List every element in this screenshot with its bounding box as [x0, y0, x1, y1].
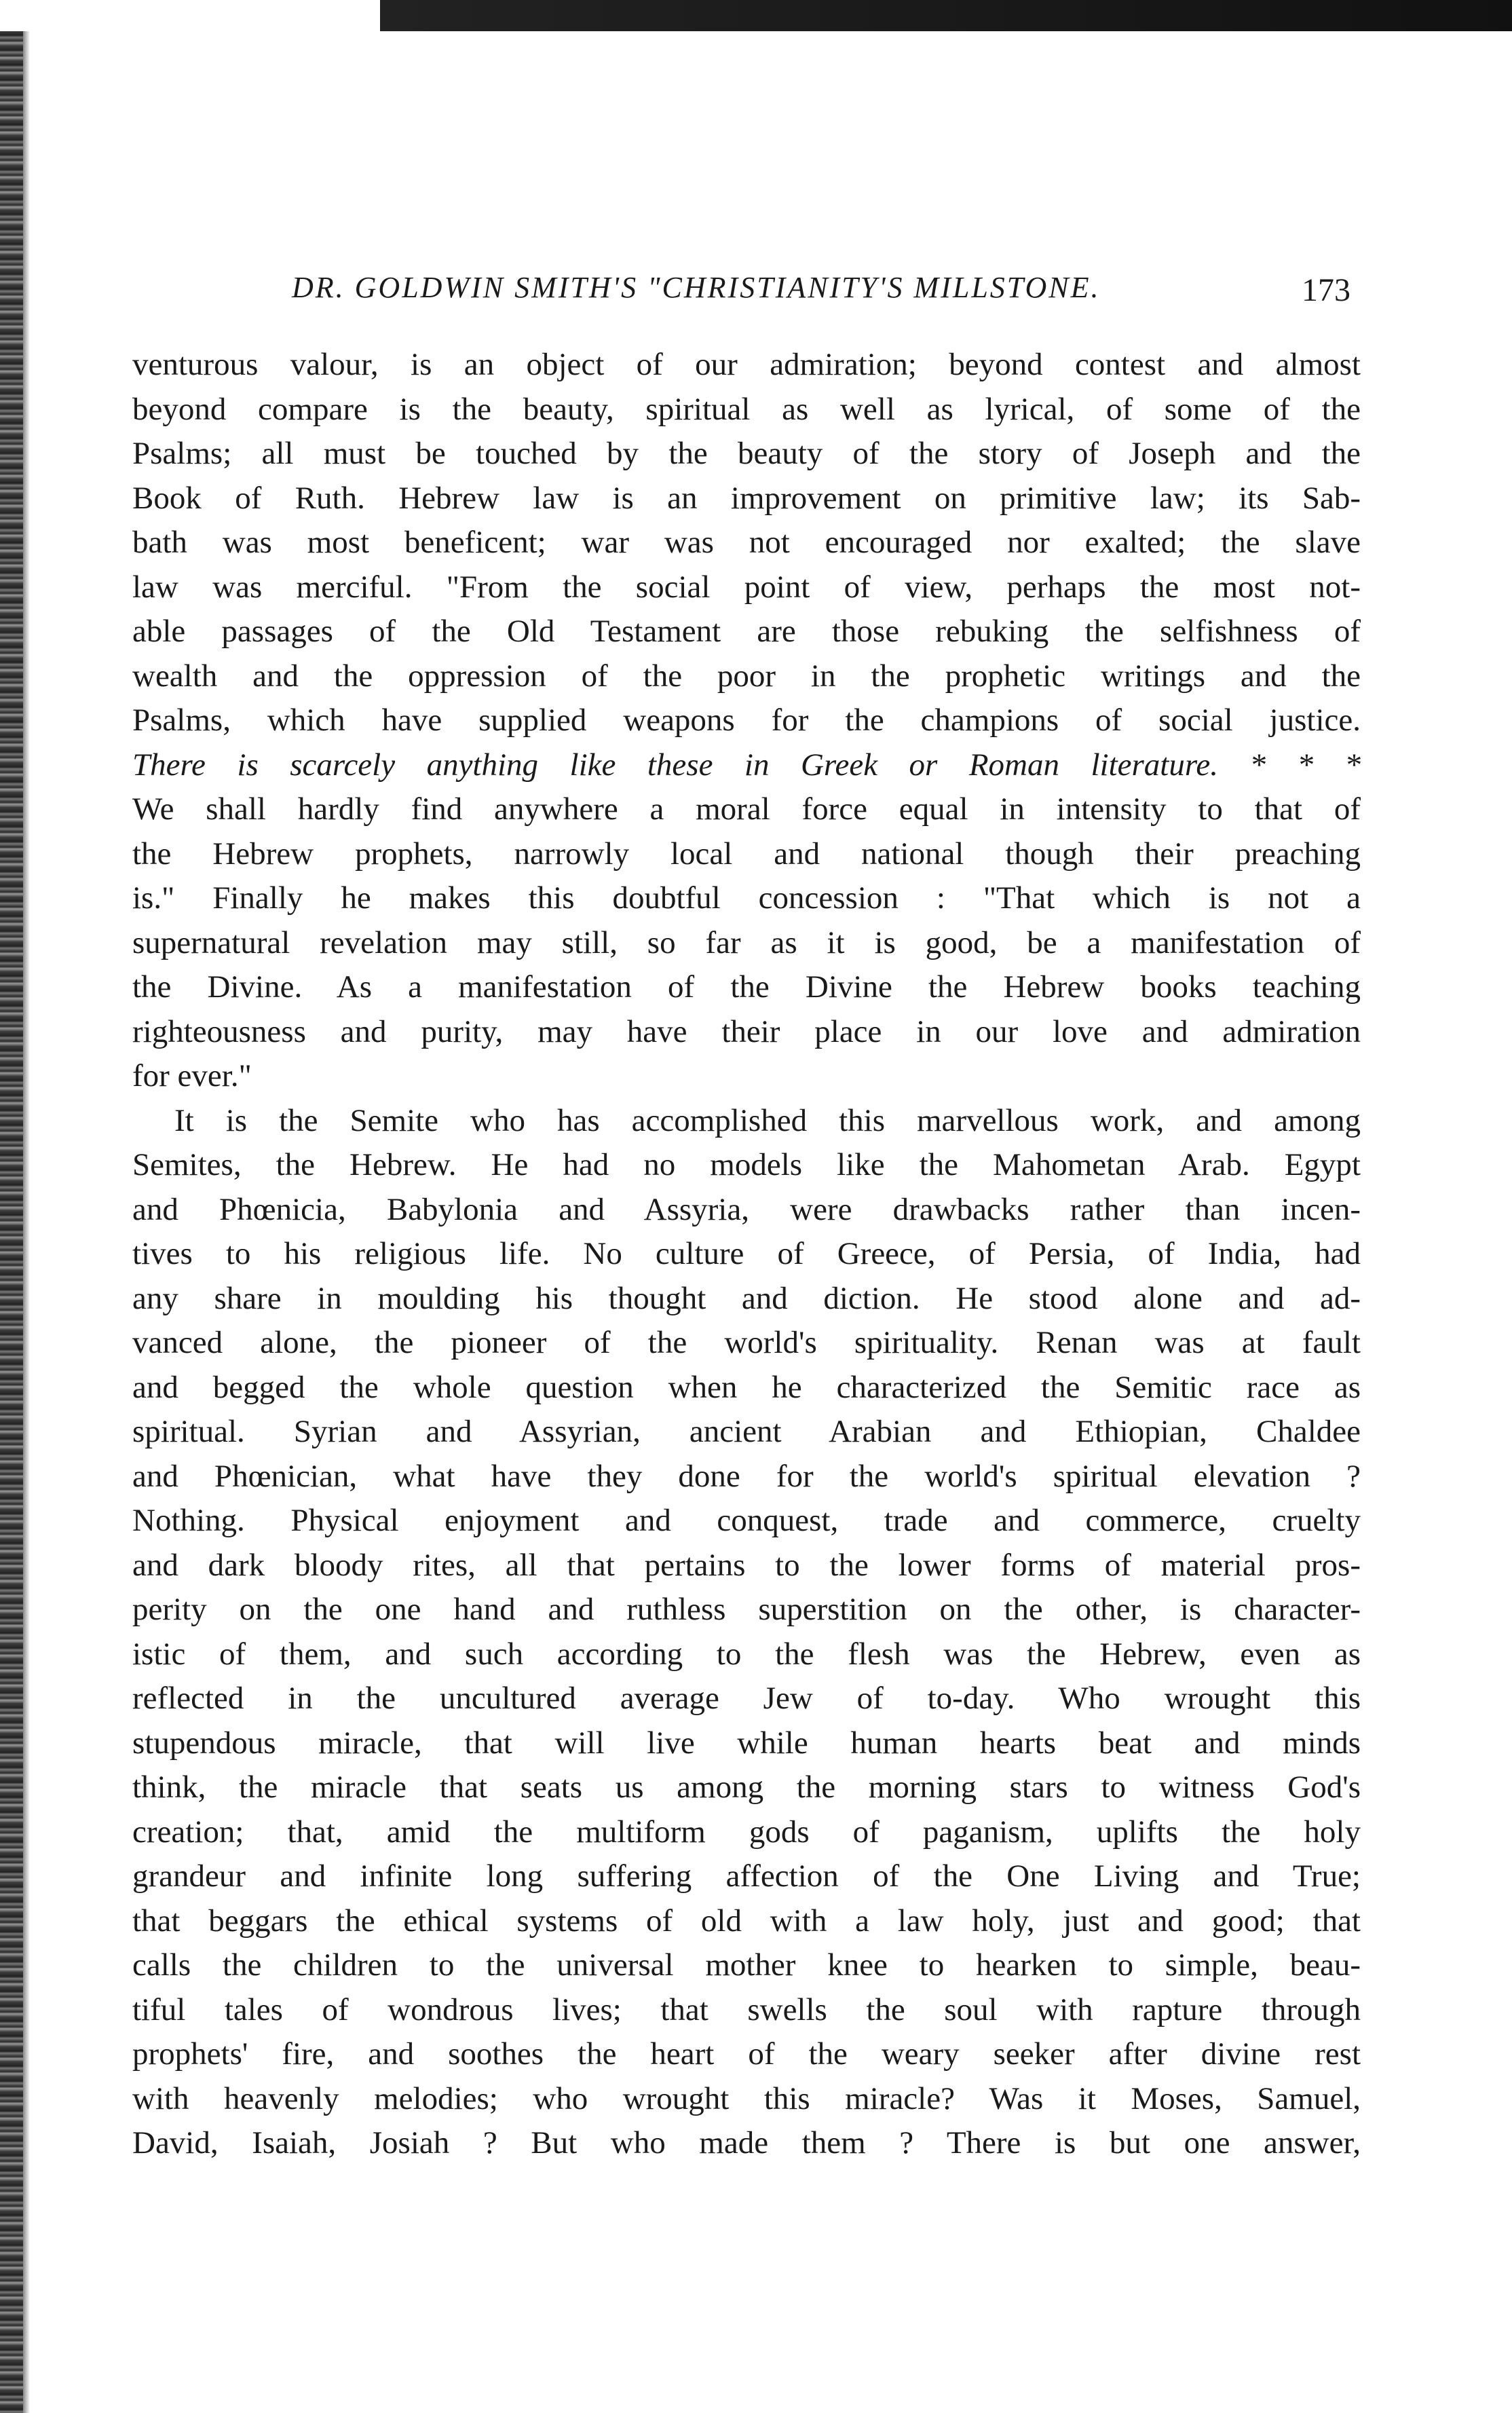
text-line: Book of Ruth. Hebrew law is an improvement on primitive law; its Sab- [132, 480, 1361, 516]
text-line-paragraph-end: for ever." [132, 1058, 252, 1093]
text-line: creation; that, amid the multiform gods of paganism, uplifts the holy [132, 1814, 1361, 1850]
text-line: the Hebrew prophets, narrowly local and national though their preaching [132, 836, 1361, 872]
text-line: perity on the one hand and ruthless superstition on the other, is character- [132, 1592, 1361, 1627]
page-binding-shadow [23, 31, 30, 2413]
text-line: istic of them, and such according to the flesh was the Hebrew, even as [132, 1636, 1361, 1672]
page-header [292, 265, 1350, 326]
running-title: DR. GOLDWIN SMITH'S "CHRISTIANITY'S MILLSTONE. [292, 271, 1101, 304]
text-line: grandeur and infinite long suffering affection of the One Living and True; [132, 1858, 1361, 1894]
text-line: stupendous miracle, that will live while human hearts beat and minds [132, 1725, 1361, 1761]
text-line: spiritual. Syrian and Assyrian, ancient Arabian and Ethiopian, Chaldee [132, 1414, 1361, 1449]
text-line: calls the children to the universal mother knee to hearken to simple, beau- [132, 1947, 1361, 1983]
text-line: David, Isaiah, Josiah ? But who made them ? There is but one answer, [132, 2125, 1361, 2161]
text-line: reflected in the uncultured average Jew of to-day. Who wrought this [132, 1681, 1361, 1716]
text-line: law was merciful. "From the social point of view, perhaps the most not- [132, 569, 1361, 605]
text-line-paragraph-start: It is the Semite who has accomplished this marvellous work, and among [174, 1102, 1361, 1138]
text-line: bath was most beneficent; war was not encouraged nor exalted; the slave [132, 525, 1361, 560]
text-line: with heavenly melodies; who wrought this miracle? Was it Moses, Samuel, [132, 2080, 1361, 2116]
text-line: Psalms; all must be touched by the beauty of the story of Joseph and the [132, 436, 1361, 471]
text-line: tiful tales of wondrous lives; that swells the soul with rapture through [132, 1991, 1361, 2027]
text-line: and begged the whole question when he characterized the Semitic race as [132, 1369, 1361, 1405]
body-text [132, 343, 1361, 2166]
top-scan-border [0, 0, 1512, 31]
text-line: Nothing. Physical enjoyment and conquest, trade and commerce, cruelty [132, 1503, 1361, 1538]
text-line-italic: There is scarcely anything like these in Greek or Roman literature. * * * [132, 747, 1361, 783]
text-line: any share in moulding his thought and diction. He stood alone and ad- [132, 1280, 1361, 1316]
text-line: wealth and the oppression of the poor in the prophetic writings and the [132, 658, 1361, 694]
text-line: righteousness and purity, may have their place in our love and admiration [132, 1013, 1361, 1049]
text-line: beyond compare is the beauty, spiritual as well as lyrical, of some of the [132, 391, 1361, 427]
text-line: venturous valour, is an object of our admiration; beyond contest and almost [132, 347, 1361, 382]
page-binding-edge [0, 31, 23, 2413]
top-scan-gap [0, 0, 380, 31]
text-line: and dark bloody rites, all that pertains to the lower forms of material pros- [132, 1547, 1361, 1583]
text-line: and Phœnicia, Babylonia and Assyria, were drawbacks rather than incen- [132, 1191, 1361, 1227]
text-line: tives to his religious life. No culture of Greece, of Persia, of India, had [132, 1236, 1361, 1271]
text-line: prophets' fire, and soothes the heart of the weary seeker after divine rest [132, 2036, 1361, 2072]
text-line: the Divine. As a manifestation of the Divine the Hebrew books teaching [132, 969, 1361, 1005]
text-line: We shall hardly find anywhere a moral force equal in intensity to that of [132, 791, 1361, 827]
text-line: Semites, the Hebrew. He had no models like the Mahometan Arab. Egypt [132, 1147, 1361, 1182]
text-line: vanced alone, the pioneer of the world's spirituality. Renan was at fault [132, 1325, 1361, 1360]
text-line: Psalms, which have supplied weapons for the champions of social justice. [132, 703, 1361, 738]
text-line: that beggars the ethical systems of old with a law holy, just and good; that [132, 1903, 1361, 1939]
text-line: is." Finally he makes this doubtful concession : "That which is not a [132, 880, 1361, 916]
text-line: think, the miracle that seats us among the morning stars to witness God's [132, 1770, 1361, 1805]
text-line: and Phœnician, what have they done for the world's spiritual elevation ? [132, 1458, 1361, 1494]
page-number: 173 [1302, 272, 1350, 308]
text-line: supernatural revelation may still, so far as it is good, be a manifestation of [132, 924, 1361, 960]
text-line: able passages of the Old Testament are those rebuking the selfishness of [132, 614, 1361, 649]
